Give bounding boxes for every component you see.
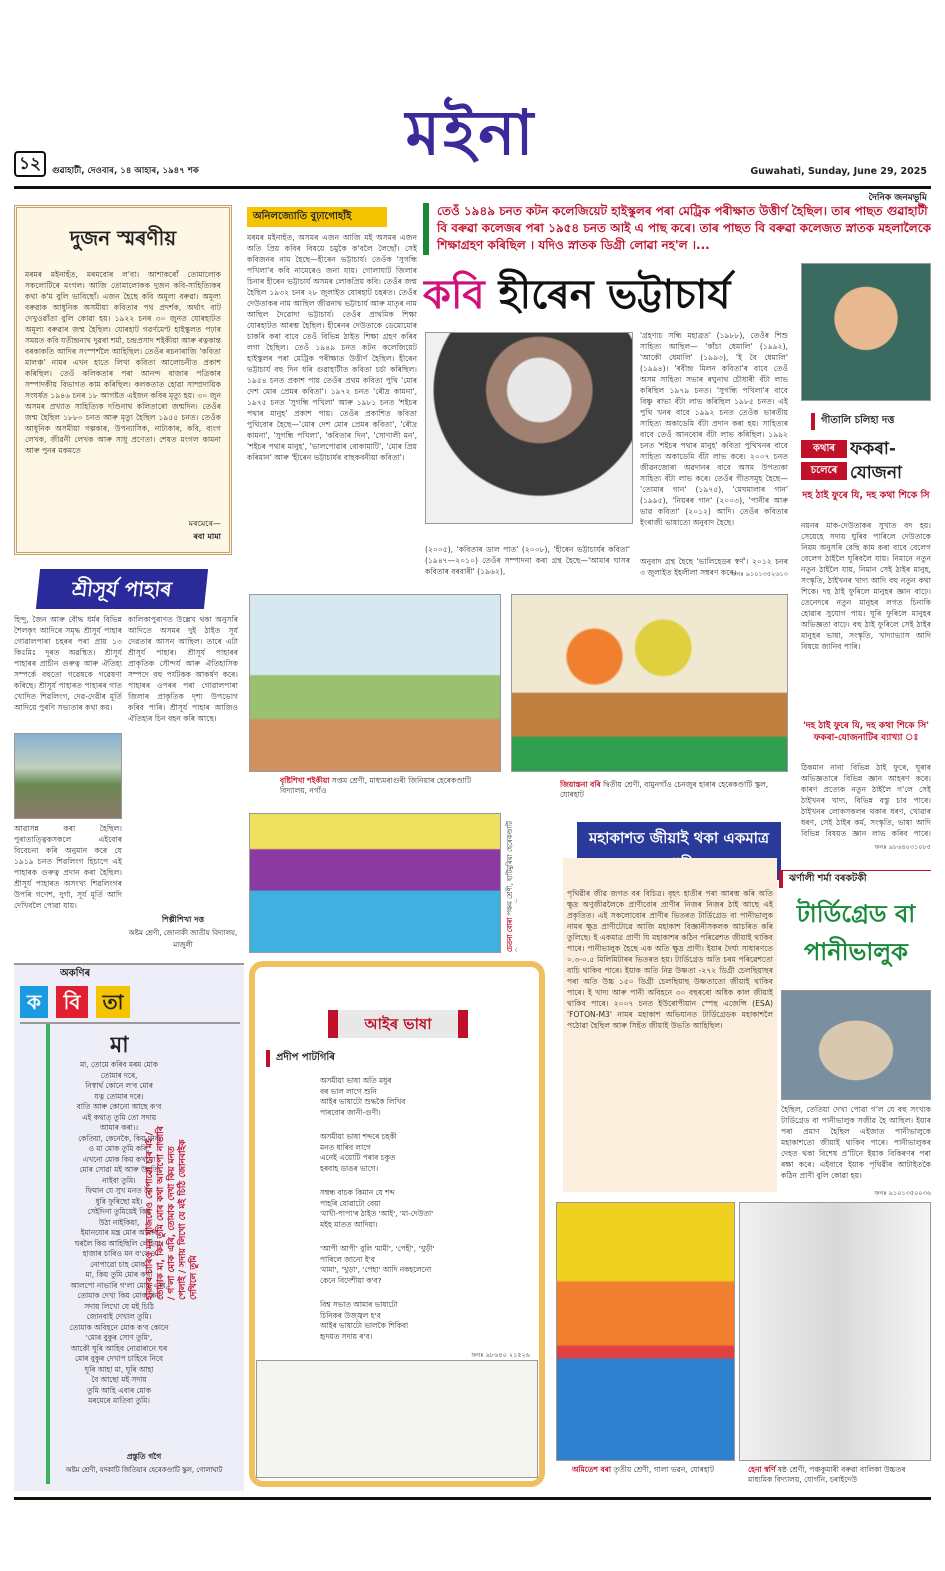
art5-info: ষষ্ঠ শ্ৰেণী, পঞ্চকুমাৰী বৰুৱা বালিকা উচ্চতৰ মাধ্যমিক বিদ্যালয়, যোৰ্গনি, চৰাইদেউ bbox=[748, 1465, 906, 1484]
art1-name: বৃষ্টিশিখা শইকীয়া bbox=[280, 776, 330, 785]
surya-title: শ্ৰীসূৰ্য পাহাৰ bbox=[71, 577, 173, 601]
gitali-body-2: ঠিকমান নানা বিভিন্ন ঠাই ফুৰে, ঘূৰাৰ অভিজ্ঞতাৰে বিভিন্ন জ্ঞান আহৰণ কৰে। কাৰণ প্ৰত্যেক নতুন ঠাইলৈ গ'লে সেই ঠাইখনৰ খাদ্য, বিভিন্ন বস্তু চাব পাৰে। ঠাইখনৰ লোকসকলৰ থকাৰ ধৰণ, খোৱাৰ ধৰণ, সেই ঠাইৰ কৰ্ম, সংস্কৃতি, ভাষা আদি বিভিন্ন বিষয়ত জ্ঞান লাভ কৰিব পাৰে। bbox=[801, 763, 931, 838]
kobita-line: ঘূৰি আহা মা, ঘূৰি আহা bbox=[84, 1364, 154, 1374]
kobita-k1: ক bbox=[20, 986, 48, 1018]
kobita-line: তুমি আহি এবাৰ মোক bbox=[87, 1385, 151, 1395]
kobita-line: আমাৰ কৰা।। bbox=[99, 1123, 139, 1132]
art-house-drawing bbox=[249, 594, 501, 772]
kobita-line: ঘৰলৈ কিয় আহিছিলি লেহিয়া। bbox=[74, 1238, 164, 1248]
art4-caption bbox=[572, 1465, 737, 1475]
aai-line: আইৰ ভাষাটো শুদ্ধকৈ লিখিব bbox=[320, 1097, 406, 1106]
hiren-phone: ফনঃ ৯১০১৩৫২৬১৩ bbox=[731, 570, 788, 578]
cartoon-portrait bbox=[801, 263, 931, 401]
surya-photo bbox=[14, 733, 122, 819]
space-phone: ফনঃ ৯১০১৩৫০০৩৬ bbox=[874, 1189, 931, 1197]
editor-sign-2: ৰবা মামা bbox=[193, 532, 221, 541]
aai-line: অসমীয়া ভাষা শব্দৰে চহকী bbox=[320, 1132, 397, 1141]
aai-stanza bbox=[320, 1076, 530, 1118]
aai-line: পাৰবোৰ জানী-গুণী। bbox=[320, 1107, 381, 1117]
hiren-col-b: 'গ্ৰহণ্যচ সন্ধি মহাব্ৰত' (১৯৮৮), তেওঁৰ শিশু সাহিত্য আছিল— 'কাঁচা ধেমালি' (১৯৯২), 'আকৌ ধেমালি' (১৯৯৩), 'ই বৈ ধেমালি' (১৯৯৪)। 'ৰবীন্দ্ৰ মিলন কবিতা'ৰ বাবে তেওঁ অসম সাহিত্য সভাৰ ৰঘুনাথ চৌধাৰী বঁটা লাভ কৰিছিল ১৯৭৯ চনত। 'সুগন্ধি পখিলা'ৰ বাবে বিষ্ণু ৰাভা বঁটা লাভ কৰিছিল ১৯৮৫ চনত। এই পুথি খনৰ বাবে ১৯৯২ চনত তেওঁক ভাৰতীয় সাহিত্য অকাডেমি বঁটা প্ৰদান কৰা হয়। সাহিত্যৰ বাবে তেওঁ আনবোৰ বঁটা লাভ কৰিছিল। ১৯৯২ চনত 'শইচৰ পথাৰ মানুহ' কবিতা পুথিখনৰ বাবে সাহিত্য অকাডেমি বঁটা লাভ কৰে। ২০০৭ চনত জীৱনজোৰা অৱদানৰ বাবে অসম উপত্যকা সাহিত্য বঁটা লাভ কৰে। তেওঁৰ গীতসমূহ হৈছে— 'তোমাৰ গান' (১৯৭৫), 'মেঘমালাৰ গান' (১৯৯৫), 'নিয়ৰৰ গান' (২০০৩), 'পানীৰ আৰু ভাৱ কবিতা' (২০১২) আদি। তেওঁৰ কবিতাৰ ইংৰাজী ভাষাতো অনুবাদ হৈছে। bbox=[640, 331, 788, 527]
masthead-logo: মইনা bbox=[405, 96, 537, 169]
surya-author-name: শিল্পীশিখা দত্ত bbox=[161, 915, 205, 924]
hiren-title-2: হীৰেন ভট্টাচাৰ্য bbox=[498, 271, 731, 318]
kobita-green-bar bbox=[46, 1024, 50, 1484]
aai-line: এনেই এয়োটি পৰাৰ চকুত bbox=[320, 1153, 396, 1162]
editor-letter-title: দুজন স্মৰণীয় bbox=[69, 226, 177, 250]
aai-line: মনত ধাৰিব লাগে bbox=[320, 1142, 371, 1152]
gitali-subtitle-2: 'দহ ঠাই ফুৰে যি, দহ কথা শিকে সি' ফকৰা-যোজনাটিৰ ব্যাখ্যা ঃ bbox=[803, 721, 929, 743]
hiren-portrait bbox=[425, 332, 633, 524]
surya-title-banner bbox=[36, 569, 208, 609]
header-rule bbox=[14, 186, 931, 189]
art2-info: দ্বিতীয় শ্ৰেণী, বামুনগাঁও চেনজুৰ হাৰাৰ হেৰেকণ্ডাটি স্কুল, যোৰহাট bbox=[560, 780, 769, 799]
kobita-line: মা, তোমে কৰিব মৰম মোক bbox=[79, 1060, 159, 1069]
surya-body-1: হিন্দু, জৈন আৰু বৌদ্ধ ধৰ্মৰ বিভিন্ন শৈলকৃৎ আদিৰে সমৃদ্ধ শ্ৰীসূৰ্য পাহাৰ গোৱালপাৰা চহৰৰ পৰা প্ৰায় ১৩ কিঃমিঃ দূৰত অৱস্থিত। শ্ৰীসূৰ্য পাহাৰৰ প্ৰাচীন গুৰুত্ব আৰু ঐতিহ্য সম্পৰ্কে বহুতো গৱেষকে গৱেষণা কৰিছে। শ্ৰীসূৰ্য পাহাৰত পাহাৰৰ গাত খোদিত শিৱলিংগ, দেৱ-দেৱীৰ মূৰ্তি আদিয়ে পুৰণি সভ্যতাৰ কথা কয়। bbox=[14, 615, 122, 712]
aai-line: অসমীয়া ভাষা অতি মধুৰ bbox=[320, 1076, 392, 1085]
aai-title: আইৰ ভাষা bbox=[328, 1010, 468, 1038]
gitali-k2: চলেৰে bbox=[801, 462, 847, 480]
surya-author bbox=[128, 914, 238, 951]
space-title-2: টাৰ্ডিগ্ৰেড বা পানীভালুক bbox=[796, 900, 916, 966]
aai-line: সম্বন্ধ বাচক কিমান যে শব্দ bbox=[320, 1188, 395, 1197]
kobita-line: জোনবাই দেখাল তুমি। bbox=[86, 1312, 152, 1321]
gitali-subtitle: দহ ঠাই ফুৰে যি, দহ কথা শিকে সি bbox=[802, 490, 930, 501]
aai-line: হৃদয়ত সদায় ৰ'ব। bbox=[320, 1331, 373, 1341]
kobita-side-text: হাজাৰ চাৰিও মন খুজিলেও নোপাৱো চাৰ মই / তোমাক মা, কিয় তুমি মোৰ কথা আলপো নাভাৰি / গ'লা মোক এৰি, তোমাক দেখা কিয় মনত পেলাই / সদায় লিখো যে মই চিঠি জোনবাইক দেখিলে তুমি bbox=[145, 1126, 199, 1300]
kobita-line: মোৰ সোৱা মই আৰু উমতি bbox=[79, 1165, 159, 1174]
kobita-line: এই কথাত্ তুমি তো সদায় bbox=[81, 1112, 157, 1122]
aai-line: চিনিকৰ উজ্জ্বল হ'ব bbox=[320, 1310, 381, 1320]
art1-caption bbox=[280, 776, 500, 796]
footer-rule bbox=[14, 1497, 931, 1500]
kobita-line: তোমাক দেখা কিয় মোক কিয় bbox=[77, 1291, 161, 1300]
gitali-title: ফকৰা-যোজনা bbox=[850, 439, 902, 483]
space-byline: ঝৰ্ণালী শৰ্মা বৰকটকী bbox=[779, 870, 931, 888]
aai-line: বিশ্ব সভাত আমাৰ ভাষাটো bbox=[320, 1300, 398, 1309]
surya-author-info: অষ্টম শ্ৰেণী, জোনাকী জাতীয় বিদ্যালয়, মাজুলী bbox=[128, 929, 238, 949]
art3-caption bbox=[505, 812, 517, 952]
kobita-line: ও মা মোক তুমি কৰি, bbox=[88, 1144, 150, 1153]
kobita-line: ধুৰি ফুৰিছো মই। bbox=[95, 1196, 143, 1206]
editor-sign-1: মৰমেৰে— bbox=[188, 519, 221, 528]
space-title: মহাকাশত জীয়াই থকা একমাত্ৰ bbox=[588, 829, 770, 847]
kobita-k3: তা bbox=[96, 986, 130, 1018]
alphabet-art bbox=[256, 1360, 538, 1478]
aai-byline: প্ৰদীপ পাটগিৰি bbox=[266, 1050, 466, 1067]
kobita-line: কেতিয়া, কেনেকৈ, কিয় থাক bbox=[78, 1133, 160, 1143]
space-body: পৃথিৱীৰ জীৱ জগত বৰ বিচিত্ৰ। বৃহৎ হাতীৰ পৰা আৰম্ভ কৰি অতি ক্ষুদ্ৰ অণুজীৱলৈকে প্ৰাণীবোৰ প্ৰাণীৰ নিজৰ নিজৰ ঠাই আছে এই প্ৰকৃতিত। এই সকলোবোৰ প্ৰাণীৰ ভিতৰত টাৰ্ডিগ্ৰেড বা পানীভালুক নামৰ ক্ষুদ্ৰ প্ৰাণীটোৱে আজি মহাকাশ বিজ্ঞানীসকলক আচৰিত কৰি তুলিছে। ই একমাত্ৰ প্ৰাণী যি মহাকাশৰ কঠিন পৰিৱেশত জীয়াই থাকিব পাৰে। পানীভালুক হৈছে এক অতি ক্ষুদ্ৰ প্ৰাণী। ইয়াৰ দৈৰ্ঘ্য সাধাৰণতে ০.৩-০.৫ মিলিমিটাৰৰ ভিতৰত হয়। টাৰ্ডিগ্ৰেড অতি চৰম পৰিৱেশতো বাচি থাকিব পাৰে। ইয়াক অতি নিম্ন উষ্ণতা -২৭২ ডিগ্ৰী চেলছিয়াছৰ পৰা অতি উচ্চ ১৫০ ডিগ্ৰী চেলছিয়াছ উষ্ণতাতো জীয়াই থাকিব পাৰে। ই খাদ্য আৰু পানী অবিহনে ৩০ বছৰৰো অধিক কাল জীয়াই থাকিব পাৰে। ২০০৭ চনত ইউৰোপীয়ান স্পেছ এজেন্সি (ESA) 'FOTON-M3' নামৰ মহাকাশ অভিযানত টাৰ্ডিগ্ৰেডক মহাকাশলৈ পঠোৱা হৈছিল আৰু সিহঁত জীয়াই উভতি আহিছিল। bbox=[567, 889, 773, 1030]
date-local: গুৱাহাটী, দেওবাৰ, ১৪ আহাৰ, ১৯৪৭ শক bbox=[52, 166, 199, 176]
kobita-title: মা bbox=[110, 1032, 129, 1058]
aai-line: আইৰ ভাষাটো ভালকৈ শিকিবা bbox=[320, 1321, 409, 1330]
kobita-line: ফিমান যে সুখ মনত তৈ bbox=[85, 1186, 153, 1195]
space-body-2: হৈছিল, তেতিয়া দেখা পোৱা গ'ল যে বহু সংখ্যক টাৰ্ডিগ্ৰেড বা পানীভালুক সজীৱ হৈ আছিল। ইয়াৰ পৰা প্ৰমাণ হৈছিল এইজাত পানীভালুকে মহাকাশতো জীয়াই থাকিব পাৰে। পানীভালুকৰ দেহত থকা বিশেষ প্ৰ'টিনে ইয়াক বিকিৰণৰ পৰা ৰক্ষা কৰে। এইবাবে ইয়াক পৃথিৱীৰ আটাইতকৈ কঠিন প্ৰাণী বুলি কোৱা হয়। bbox=[781, 1105, 931, 1180]
hiren-col-c: (২০০৫), 'কবিতাৰ ডাল পাত' (২০০৮), 'হীৰেন ভট্টাচাৰ্যৰ কবিতা' (১৯৪৭—২০১০) তেওঁৰ সম্পাদনা কৰা গ্ৰন্থ হৈছে—'আমাৰ ঘাসৰ কবিতাৰ বৰবাৰী' (১৯৬২), bbox=[425, 545, 630, 576]
kobita-line: 'মোৰ বুকুৰ সোণ তুমি', bbox=[85, 1333, 153, 1342]
aai-stanza bbox=[320, 1132, 530, 1174]
kobita-author-name: প্ৰস্তুতি গগৈ bbox=[126, 1452, 162, 1461]
art-krishna-sketch bbox=[739, 1202, 931, 1461]
aai-line: 'মাখী-পাপা'ৰ ঠাইত 'আই', 'মা-দেউতা' bbox=[320, 1209, 434, 1218]
surya-body-2: আৱাসন্ন কৰা হৈছিল। পুৰাতাত্ত্বিকসকলে এইবোৰ বিবেচনা কৰি অনুমান কৰে যে ১৯১৯ চনত শিৱলিংগ হিচাপে এই পাহাৰক গুৰুত্ব প্ৰদান কৰা হৈছিল। শ্ৰীসূৰ্য পাহাৰত অসংখ্য শিৱলিংগৰ উপৰি গণেশ, দুৰ্গা, সূৰ্য মূৰ্তি আদি দেখিবলৈ পোৱা যায়। bbox=[14, 824, 122, 910]
kobita-line: নিস্বাৰ্থ কোনে ল'ব মোৰ bbox=[85, 1081, 153, 1090]
paper-credit: দৈনিক জনমভূমি bbox=[868, 193, 927, 203]
aai-stanza bbox=[320, 1300, 530, 1342]
kobita-line: উঠা নাইকিয়া, bbox=[98, 1217, 140, 1227]
kobita-line: নাইবা তুমি। bbox=[102, 1175, 136, 1185]
kobita-author bbox=[54, 1452, 234, 1476]
gitali-body: নয়নৰ মাক-দেউতাকৰ সুখাত বদ হয়। সেয়েহে সদায় ঘুৰিব পাৰিলে দেউতাকে নিয়ম অনুসৰি বেছি কাম কৰা বাবে বেলেগ বেলেগ ঠাইলৈ ঘূৰিবলৈ যায়। নিমানে নতুন নতুন ঠাইলৈ যায়, নিমান সেই ঠাইৰ মানুহ, সংস্কৃতি, ঠাইখনৰ খাদ্য আদি বহু নতুন কথা শিকে। দহ ঠাই ফুৰিলে মানুহৰ জ্ঞান বাঢ়ে। তেনেদৰে নতুন মানুহৰ লগত চিনাকি হোৱাৰ সুযোগ পায়। ঘূৰি ফুৰিলে মানুহৰ অভিজ্ঞতা বাঢ়ে। বহু ঠাই ফুৰিলে সেই ঠাইৰ মানুহৰ ভাষা, সংস্কৃতি, খাদ্যাভ্যাস আদি বিষয়ে জানিব পাৰি। bbox=[801, 521, 931, 651]
art4-info: তৃতীয় শ্ৰেণী, গালা ভৱন, যোৰহাট bbox=[613, 1465, 715, 1474]
kobita-line: ইমানযোৰ মন্ত্ৰ মোৰ আমাৰ bbox=[80, 1228, 158, 1237]
tardigrade-photo bbox=[781, 990, 931, 1100]
gitali-phone: ফনঃ ৯৮৬৪০৩১০৮৫ bbox=[874, 843, 931, 851]
kobita-intro: অকণিৰ bbox=[60, 968, 91, 979]
kobita-line: হাজাৰ চাৰিও মন ব'লেও bbox=[82, 1249, 156, 1258]
kobita-line: তোমাৰ দৰে, bbox=[100, 1070, 138, 1080]
kobita-line: মোৰ বুকুৰ দেখাপ চাহিবে নিবে bbox=[75, 1354, 163, 1363]
art1-info: সপ্তম শ্ৰেণী, মাধ্যমৰাগুৰী জিনিয়াৰ হেৰেকণ্ডাটি বিদ্যালয়, নগাঁও bbox=[280, 776, 472, 795]
hiren-col-a: মৰমৰ মইনাহঁত, অসমৰ এজন আজি মই অসমৰ এজন অতি প্ৰিয় কবিৰ বিষয়ে চমুকৈ ক'বলৈ লৈছোঁ। সেই কবিজনৰ নাম হৈছে—হীৰেন ভট্টাচাৰ্য। তেওঁক 'সুগন্ধি পখিলা'ৰ কবি নামেৰেও জনা যায়। গোলাঘাট জিলাৰ চিনাৰ হীৰেন ভট্টাচাৰ্য অসমৰ লোকপ্ৰিয় কবি। তেওঁৰ জন্ম হৈছিল ১৯৩২ চনৰ ২৮ জুলাইত যোৰহাট চহৰত। তেওঁৰ দেউতাকৰ নাম আছিল জীৱনাথ ভট্টাচাৰ্য আৰু মাতৃৰ নাম আছিল দৈৱোদা ভট্টাচাৰ্য। তেওঁৰ প্ৰাথমিক শিক্ষা যোৰহাটত আৰম্ভ হৈছিল। হীৰেনৰ দেউতাকে ডেমোমোৰ চাকৰি কৰা বাবে তেওঁ বিভিন্ন ঠাইত শিক্ষা গ্ৰহণ কৰিব লগা হৈছিল। তেওঁ ১৯৪৯ চনত কটন কলেজিয়েট হাইস্কুলৰ পৰা মেট্ৰিক পৰীক্ষাত উত্তীৰ্ণ হৈছিল। হীৰেন ভট্টাচাৰ্য বহু দিন ধৰি গুৱাহাটীত কবিতা চৰ্চা কৰিছিল। ১৯৫৪ চনত প্ৰকাশ পায় তেওঁৰ প্ৰথম কবিতা পুথি 'মোৰ দেশ মোৰ প্ৰেমৰ কবিতা'। ১৯৭২ চনত 'ৰৌদ্ৰ কামনা', ১৯৭৫ চনত 'সুগন্ধি পখিলা' আৰু ১৯৮১ চনত 'শইচৰ পথাৰ মানুহ' প্ৰকাশ পায়। তেওঁৰ প্ৰকাশিত কবিতা পুথিবোৰ হৈছে—'মোৰ দেশ মোৰ প্ৰেমৰ কবিতা', 'ৰৌদ্ৰ কামনা', 'সুগন্ধি পখিলা', 'কবিতাৰ দিন', 'সোণালী মন', 'শইচৰ পথাৰ মানুহ', 'ভালপোৱাৰ বোকামাটি', 'মোৰ প্ৰিয় কৰিমান' আৰু 'হীৰেন ভট্টাচাৰ্যৰ বাছকবনীয়া কবিতা'। bbox=[247, 233, 417, 462]
aai-line: পাহৰি যোৱাটো বেয়া bbox=[320, 1198, 381, 1208]
aai-line: 'মামা', 'খুড়া', 'পেহা' আদি নকহলেনো bbox=[320, 1265, 432, 1274]
page-number: ১২ bbox=[14, 151, 46, 177]
kobita-line: সদায় লিখো যে মই চিঠি bbox=[84, 1301, 154, 1311]
art5-caption bbox=[748, 1465, 931, 1485]
kobita-line: আলপো নাভাৰি গ'লা মোক এৰি, bbox=[70, 1280, 168, 1290]
kobita-k2: বি bbox=[56, 986, 88, 1018]
art5-name: হেনা স্বৰ্ণি bbox=[748, 1465, 776, 1474]
aai-line: হৰবাহ ডাঙৰ ভাগে। bbox=[320, 1163, 379, 1173]
kobita-line: মা, কিয় তুমি মোৰ কথা bbox=[85, 1270, 153, 1279]
hiren-banner bbox=[423, 203, 931, 255]
aai-line: বৰ ভাল লাগে শুনি bbox=[320, 1086, 377, 1096]
editor-letter-body: মৰমৰ মইনাহঁত, মৰমবোৰ ল'বা। আশাকৰোঁ তোমালোক সকলোটিৰে মংগল। আজি তোমালোকক দুজন কবি-সাহিত্যিকৰ কথা ক'ম বুলি ভাবিছোঁ। এজন হৈছে কবি অমূল্য বৰুৱা। অমূল্য বৰুৱাক আধুনিক অসমীয়া কবিতাৰ পথ প্ৰদৰ্শক, অৰ্থাৎ বাট দেখুওৱাঁতা বুলি কোৱা হয়। ১৯২২ চনৰ ৩০ জুনত যোৰহাটত অমূল্য বৰুৱাৰ জন্ম হৈছিল। যোৰহাট গৱৰ্ণমেণ্ট হাইস্কুলত পঢ়াৰ সময়ত কবি যতীন্দ্ৰনাথ দুৱৰা শৰ্মা, চন্দ্ৰপ্ৰসাদ শইকীয়া আৰু ৰত্নকান্ত বৰকাকতি আদিৰ সংস্পৰ্শলৈ আহিছিল। তেওঁৰ ৰচনাৰাজি 'কবিতা মালঞ্চ' নামৰ এখন হাতে লিখা কবিতা আলোচনীত প্ৰকাশ কৰিছিল। তেওঁ কলিকতাৰ পৰা আনন্দ বাজাৰ পত্ৰিকাৰ সম্পাদকীয় বিভাগত কাম কৰিছিল। কলকতাত হোৱা সাম্প্ৰদায়িক সংঘৰ্ষত ১৯৪৬ চনৰ ১৮ আগষ্টত এইজন কবিৰ মৃত্যু হয়। ৩০ জুন অসমৰ প্ৰখ্যাত সাহিত্যিক দণ্ডিনাথ কলিতাৰো জন্মদিন। তেওঁৰ জন্ম হৈছিল ১৮৮০ চনত আৰু মৃত্যু হৈছিল ১৯৫৫ চনত। তেওঁক আধুনিক অসমীয়া গল্পকাৰ, উপন্যাসিক, নাট্যকাৰ, কবি, ব্যংগ লেখক, জীৱনী লেখক আৰু সাধু প্ৰণেতা। শেষত মংগল কামনা আৰু পুনৰ মকমতে bbox=[25, 270, 221, 455]
art3-info: পঞ্চম শ্ৰেণী, হাটিমুৰিয়া হেৰেকণ্ডাটি bbox=[506, 821, 514, 916]
date-english: Guwahati, Sunday, June 29, 2025 bbox=[750, 166, 927, 177]
kobita-line: সেইদিনা তুমিয়েই কিয় bbox=[87, 1207, 151, 1216]
gitali-byline: গীতালি চলিহা দত্ত bbox=[811, 413, 931, 430]
art4-name: অমিতেশ বৰা bbox=[572, 1465, 612, 1474]
surya-body-3: কালিকাপুৰাণত উল্লেখ থকা অনুসৰি আদিতে অসমৰ দুই ঠাইত সূৰ্য দেৱতাৰ আসন আছিল। তাৰে এটা শ্ৰীসূৰ্য পাহাৰ। শ্ৰীসূৰ্য পাহাৰৰ প্ৰাকৃতিক সৌন্দৰ্য আৰু ঐতিহাসিক সম্পদে বহু পৰ্যটকক আকৰ্ষণ কৰে। পাহাৰৰ ওপৰৰ পৰা গোৱালপাৰা জিলাৰ প্ৰাকৃতিক দৃশ্য উপভোগ কৰিব পাৰি। শ্ৰীসূৰ্য পাহাৰ আজিও ঐতিহ্যৰ চিন বহন কৰি আছে। bbox=[128, 615, 238, 723]
aai-poem bbox=[320, 1076, 530, 1351]
kobita-line: তোমাক অবিহনে মোক ক'ব কোনে bbox=[69, 1322, 169, 1332]
hiren-title bbox=[423, 264, 793, 326]
kobita-line: এখনো মোক কিয় কখনো bbox=[82, 1154, 156, 1164]
kobita-line: যত্ন তোমাৰ দৰে। bbox=[94, 1091, 144, 1101]
aai-stanza bbox=[320, 1244, 530, 1286]
aai-phone: ফনঃ ৯৮৬৪০ ২১৫২৬ bbox=[471, 1351, 530, 1359]
kobita-line: আকৌ ঘূৰি আহিব নোৱাৰানে ঘৰ bbox=[70, 1343, 168, 1353]
art3-name: চেতনা বোৰা bbox=[506, 917, 514, 952]
kobita-line: মৰমেৰে মাতিবা তুমি। bbox=[88, 1396, 150, 1405]
hiren-banner-text: তেওঁ ১৯৪৯ চনত কটন কলেজিয়েট হাইস্কুলৰ পৰা মেট্ৰিক পৰীক্ষাত উত্তীৰ্ণ হৈছিল। তাৰ পাছত গুৱাহাটী বি বৰুৱা কলেজৰ পৰা ১৯৫৪ চনত আই এ পাছ কৰে। তাৰ পাছত বি বৰুৱা কলেজত স্নাতক মহলালৈকে শিক্ষাগ্ৰহণ কৰিছিল । যদিও স্নাতক ডিগ্ৰী লোৱা নহ'ল ।... bbox=[437, 204, 931, 252]
art-mountain-drawing bbox=[249, 813, 501, 953]
hiren-title-1: কবি bbox=[423, 271, 485, 318]
aai-stanza bbox=[320, 1188, 530, 1230]
art2-name: জিয়াস্তনা বৰি bbox=[560, 780, 601, 789]
kobita-divider bbox=[20, 1022, 240, 1024]
art2-caption bbox=[560, 780, 785, 800]
kobita-author-info: অষ্টম শ্ৰেণী, যদকাটি জিতিয়াৰ হেৰেকণ্ডাটি স্কুল, গোলাঘাট bbox=[65, 1466, 223, 1474]
gitali-k1: কথাৰ bbox=[801, 440, 847, 458]
kobita-line: বৈ আছো মই সদায় bbox=[91, 1375, 147, 1384]
hiren-byline: অনিলজ্যোতি বুঢ়াগোহাঁই bbox=[247, 207, 387, 227]
art-fruit-drawing bbox=[511, 594, 788, 772]
aai-line: 'আপী আপী' বুলি 'মামী', 'পেহী', 'খুড়ী' bbox=[320, 1244, 435, 1253]
hiren-col-d: অনুবাদ গ্ৰন্থ হৈছে 'ভালিহেডৰ স্বৰ্ণ'। ২০১২ চনৰ ৩ জুলাইত ইহলীলা সম্বৰণ কৰে। bbox=[640, 557, 788, 577]
editor-letter-box bbox=[14, 205, 232, 555]
kobita-line: নোপাৱো চাহ মোক, bbox=[90, 1259, 148, 1269]
art-palm-sunset bbox=[556, 1202, 735, 1461]
kobita-line: বাতি আৰু কোনো আছে ক'ব bbox=[76, 1102, 162, 1111]
aai-line: কেনে বিদেশীয়া ক'ব? bbox=[320, 1275, 382, 1285]
aai-line: পাৰিলে জানো ই'ব bbox=[320, 1254, 375, 1264]
aai-line: মইহ মাতত আদিয়া। bbox=[320, 1219, 378, 1229]
